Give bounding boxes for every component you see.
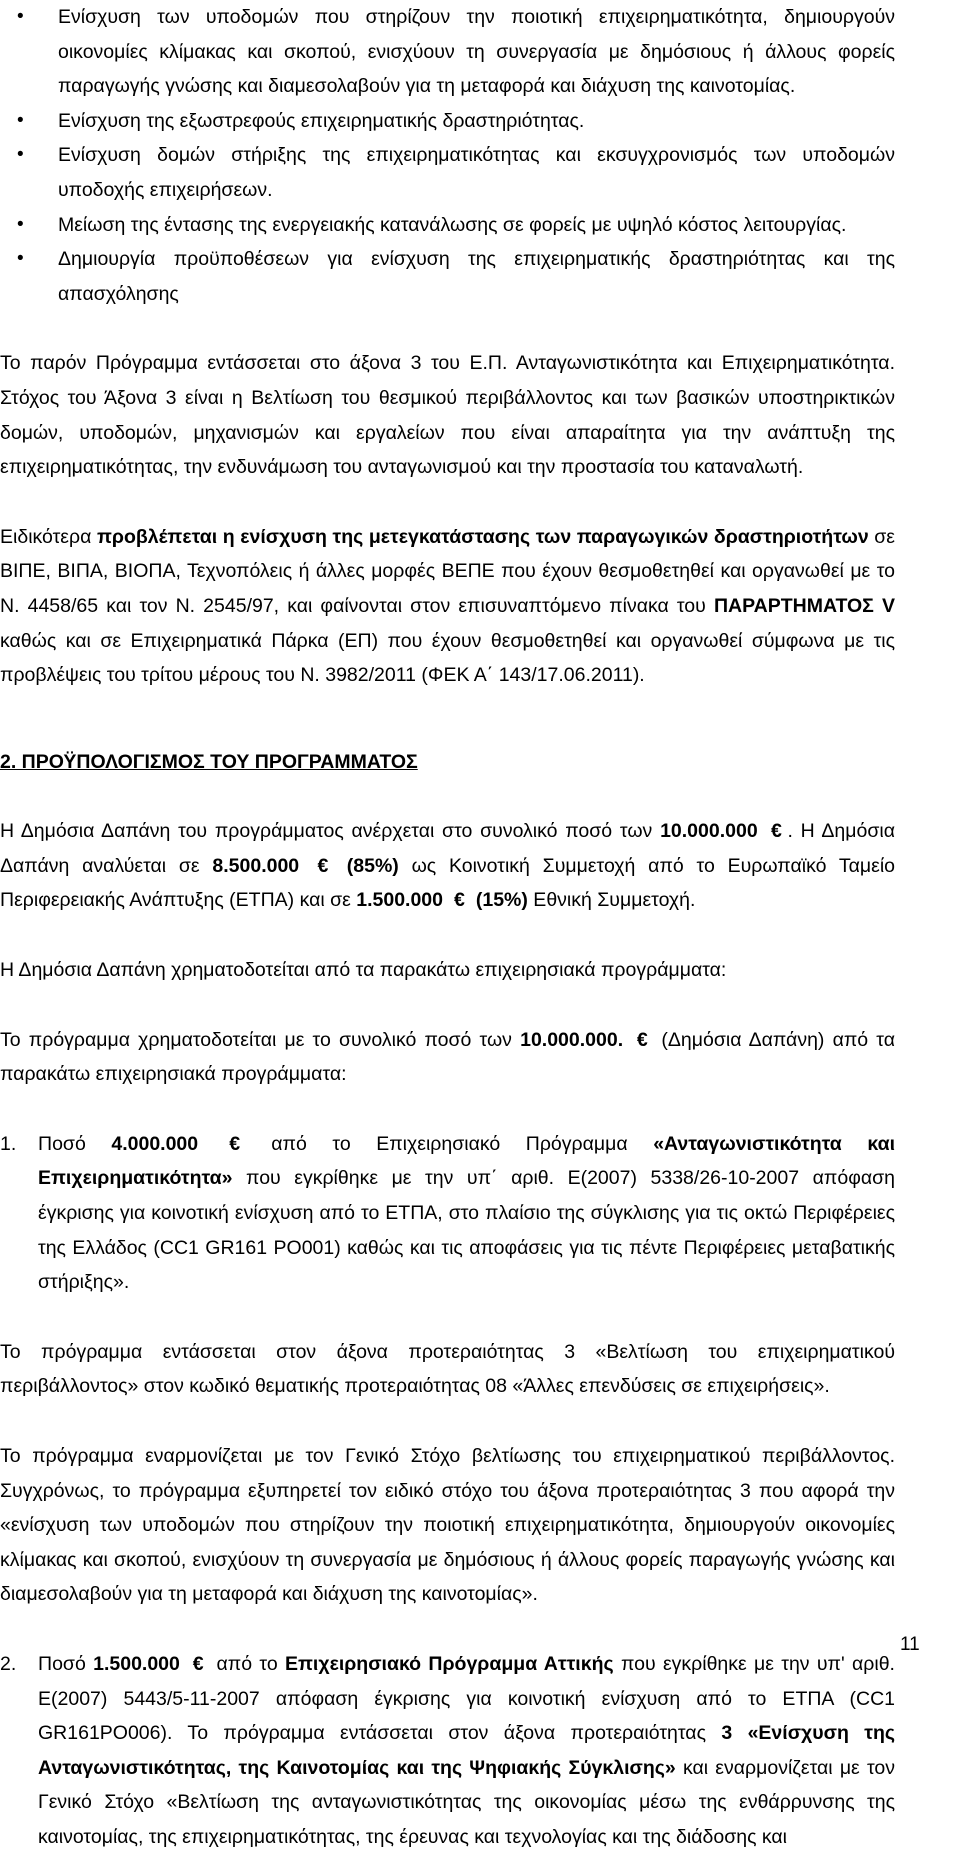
list-item: • Δημιουργία προϋποθέσεων για ενίσχυση της επιχειρηματικής δραστηριότητας και της απασχόλησης [0, 242, 895, 311]
text-run-bold: προβλέπεται η ενίσχυση της μετεγκατάστασης των παραγωγικών δραστηριοτήτων [96, 525, 869, 548]
text-run: και εναρμονίζεται με τον Γενικό Στόχο «Βελτίωση της ανταγωνιστικότητας της οικονομίας μέσω της ενθάρρυνσης της καινοτομίας, της επιχειρηματικότητας, της έρευνας και τεχνολογίας και της διάδοσης και [38, 1756, 895, 1848]
percentage: (85%) [346, 854, 399, 877]
list-item: • Ενίσχυση της εξωστρεφούς επιχειρηματικής δραστηριότητας. [0, 104, 895, 139]
euro-icon: € [454, 889, 465, 912]
text-run: που εγκρίθηκε με την υπ΄ αριθ. Ε(2007) 5338/26-10-2007 απόφαση έγκρισης για κοινοτική ενίσχυση από το ΕΤΠΑ, στο πλαίσιο της σύγκλισης για τις οκτώ Περιφέρειες της Ελλάδος (CC1 GR161 PO001) καθώς και τις αποφάσεις για τις πέντε Περιφέρειες μεταβατικής στήριξης». [38, 1167, 895, 1294]
percentage: (15%) [475, 889, 528, 912]
list-item: • Μείωση της έντασης της ενεργειακής κατανάλωσης σε φορείς με υψηλό κόστος λειτουργίας. [0, 208, 895, 243]
paragraph-budget [0, 814, 895, 918]
amount: 10.000.000 [660, 820, 758, 843]
bullet-list [0, 0, 895, 311]
paragraph-axis-3: Το παρόν Πρόγραμμα εντάσσεται στο άξονα 3 του Ε.Π. Ανταγωνιστικότητα και Επιχειρηματικότητα. Στόχος του Άξονα 3 είναι η Βελτίωση του θεσμικού περιβάλλοντος και των βασικών υποστηρικτικών δομών, υποδομών, μηχανισμών και εργαλείων που είναι απαραίτητα για την ανάπτυξη της επιχειρηματικότητας, την ενδυνάμωση του ανταγωνισμού και την προστασία του καταναλωτή. [0, 352, 895, 479]
text-run: (Δημόσια Δαπάνη) από τα παρακάτω επιχειρησιακά προγράμματα: [0, 1028, 895, 1086]
program-name: «Ανταγωνιστικότητα και Επιχειρηματικότητα» [38, 1132, 895, 1190]
list-item: • Ενίσχυση δομών στήριξης της επιχειρηματικότητας και εκσυγχρονισμός των υποδομών υποδοχής επιχειρήσεων. [0, 138, 895, 207]
text-run: Εθνική Συμμετοχή. [527, 889, 696, 912]
euro-icon: € [192, 1652, 204, 1675]
item-number: 2. [0, 1652, 17, 1675]
paragraph-relocation [0, 520, 895, 693]
text-run: Το πρόγραμμα χρηματοδοτείται με το συνολικό ποσό των [0, 1028, 521, 1051]
paragraph-objective: Το πρόγραμμα εναρμονίζεται με τον Γενικό Στόχο βελτίωσης του επιχειρηματικού περιβάλλοντος. Συγχρόνως, το πρόγραμμα εξυπηρετεί τον ειδικό στόχο του άξονα προτεραιότητας 3 που αφορά την «ενίσχυση των υποδομών που στηρίζουν την ποιοτική επιχειρηματικότητα, δημιουργούν οικονομίες κλίμακας και σκοπού, ενισχύουν τη συνεργασία με δημόσιους ή άλλους φορείς παραγωγής γνώσης και διαμεσολαβούν για τη μεταφορά και διάχυση της καινοτομίας». [0, 1445, 895, 1606]
euro-icon: € [229, 1132, 241, 1155]
text-run-bold: ΠΑΡΑΡΤΗΜΑΤΟΣ V [713, 594, 895, 617]
text-run: Η Δημόσια Δαπάνη του προγράμματος ανέρχεται στο συνολικό ποσό των [0, 820, 661, 843]
text-run: . Η Δημόσια Δαπάνη αναλύεται σε [0, 820, 895, 877]
program-name: Επιχειρησιακό Πρόγραμμα Αττικής [284, 1652, 614, 1675]
paragraph-total [0, 1023, 895, 1092]
amount: 1.500.000 [356, 889, 444, 912]
numbered-item-1 [0, 1127, 895, 1300]
text-run: Ποσό [38, 1652, 94, 1675]
page-number: 11 [900, 1634, 920, 1655]
text-run: από το [209, 1652, 285, 1675]
paragraph-priority-axis: Το πρόγραμμα εντάσσεται στον άξονα προτεραιότητας 3 «Βελτίωση του επιχειρηματικού περιβάλλοντος» στον κωδικό θεματικής προτεραιότητας 08 «Άλλες επενδύσεις σε επιχειρήσεις». [0, 1340, 895, 1398]
amount: 1.500.000 [93, 1652, 180, 1675]
section-heading: 2. ΠΡΟΫΠΟΛΟΓΙΣΜΟΣ ΤΟΥ ΠΡΟΓΡΑΜΜΑΤΟΣ [0, 750, 418, 773]
text-run: καθώς και σε Επιχειρηματικά Πάρκα (ΕΠ) που έχουν θεσμοθετηθεί και οργανωθεί σύμφωνα με τις προβλέψεις του τρίτου μέρους του Ν. 3982/2011 (ΦΕΚ Α΄ 143/17.06.2011). [0, 629, 895, 687]
euro-icon: € [317, 854, 329, 877]
text-run: Ειδικότερα [0, 525, 97, 548]
text-run: από το Επιχειρησιακό Πρόγραμμα [245, 1132, 654, 1155]
text-run: που εγκρίθηκε με την υπ' αριθ. Ε(2007) 5443/5-11-2007 απόφαση έγκρισης για κοινοτική ενίσχυση από το ΕΤΠΑ (CC1 GR161PO006). Το πρόγραμμα εντάσσεται στον άξονα προτεραιότητας [38, 1652, 895, 1745]
euro-icon: € [771, 820, 782, 843]
item-number: 1. [0, 1132, 17, 1155]
amount: 10.000.000. [520, 1028, 624, 1051]
euro-icon: € [636, 1028, 648, 1051]
amount: 8.500.000 [212, 854, 300, 877]
paragraph-funding: Η Δημόσια Δαπάνη χρηματοδοτείται από τα παρακάτω επιχειρησιακά προγράμματα: [0, 959, 727, 982]
list-item: • Ενίσχυση των υποδομών που στηρίζουν την ποιοτική επιχειρηματικότητα, δημιουργούν οικονομίες κλίμακας και σκοπού, ενισχύουν τη συνεργασία με δημόσιους ή άλλους φορείς παραγωγής γνώσης και διαμεσολαβούν για τη μεταφορά και διάχυση της καινοτομίας. [0, 0, 895, 104]
text-run: ως Κοινοτική Συμμετοχή από το Ευρωπαϊκό Ταμείο Περιφερειακής Ανάπτυξης (ΕΤΠΑ) και σε [0, 854, 896, 912]
axis-name: 3 «Ενίσχυση της Ανταγωνιστικότητας, της Καινοτομίας και της Ψηφιακής Σύγκλισης» [38, 1722, 895, 1779]
text-run: σε ΒΙΠΕ, ΒΙΠΑ, ΒΙΟΠΑ, Τεχνοπόλεις ή άλλες μορφές ΒΕΠΕ που έχουν θεσμοθετηθεί και οργανωθεί με το Ν. 4458/65 και τον Ν. 2545/97, και φαίνονται στον επισυναπτόμενο πίνακα του [0, 525, 895, 617]
text-run: Ποσό [38, 1132, 112, 1155]
amount: 4.000.000 [111, 1132, 199, 1155]
numbered-item-2 [0, 1647, 895, 1855]
